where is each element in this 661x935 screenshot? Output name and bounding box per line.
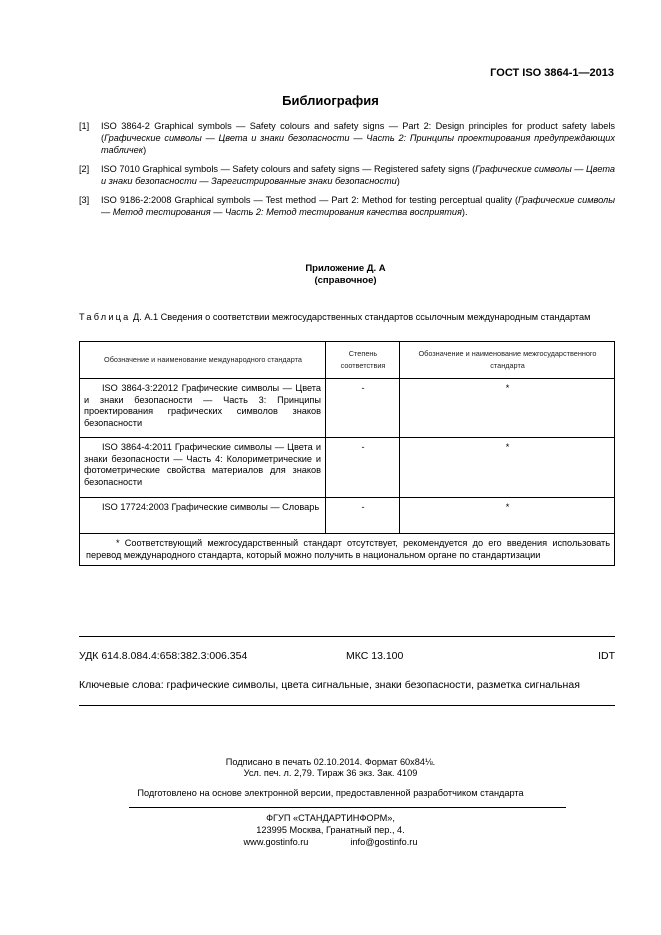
table-caption: Таблица Д. А.1 Сведения о соответствии межгосударственных стандартов ссылочным международным стандартам — [79, 312, 591, 322]
degree-cell: - — [326, 379, 400, 438]
header-international-standard: Обозначение и наименование международного стандарта — [80, 342, 326, 379]
bibliography-item-number: [3] — [79, 195, 90, 205]
mks-code: МКС 13.100 — [346, 650, 404, 662]
idt-mark: IDT — [598, 650, 615, 662]
interstate-standard-cell: * — [400, 379, 615, 438]
table-row — [80, 379, 615, 438]
bibliography-item — [79, 120, 615, 156]
table-header-row — [80, 342, 615, 379]
bibliography-item-number: [2] — [79, 164, 90, 174]
correspondence-table — [79, 341, 615, 566]
publisher-address: 123995 Москва, Гранатный пер., 4. — [256, 825, 405, 835]
header-degree: Степень соответствия — [326, 342, 400, 379]
bibliography-item-number: [1] — [79, 121, 90, 131]
udk-code: УДК 614.8.084.4:658:382.3:006.354 — [79, 650, 248, 662]
interstate-standard-cell: * — [400, 498, 615, 534]
interstate-standard-cell: * — [400, 438, 615, 498]
table-row — [80, 438, 615, 498]
international-standard-cell: ISO 3864-3:22012 Графические символы — Цвета и знаки безопасности — Часть 3: Принципы проектирования графических символов знаков безопасности — [80, 379, 326, 438]
publication-prepared: Подготовлено на основе электронной версии, предоставленной разработчиком стандарта — [137, 788, 524, 798]
appendix-title: Приложение Д. А — [305, 263, 386, 274]
publication-signed: Подписано в печать 02.10.2014. Формат 60x84⅛. — [225, 757, 436, 767]
table-footnote: * Соответствующий межгосударственный стандарт отсутствует, рекомендуется до его введения использовать перевод международного стандарта, который можно получить в национальном органе по стандартизации — [80, 534, 615, 566]
degree-cell: - — [326, 438, 400, 498]
keywords: Ключевые слова: графические символы, цвета сигнальные, знаки безопасности, разметка сигнальная — [79, 679, 580, 691]
divider-top — [79, 636, 615, 637]
bibliography-title: Библиография — [282, 93, 379, 108]
bibliography-item-text: ISO 7010 Graphical symbols — Safety colours and safety signs — Registered safety signs (Графические символы — Цвета и знаки безопасности — Зарегистрированные знаки безопасности) — [101, 164, 615, 186]
bibliography-item-text: ISO 9186-2:2008 Graphical symbols — Test method — Part 2: Method for testing perceptual quality (Графические символы — Метод тестирования — Часть 2: Метод тестирования качества восприятия). — [101, 195, 615, 217]
international-standard-cell: ISO 3864-4:2011 Графические символы — Цвета и знаки безопасности — Часть 4: Колориметрические и фотометрические свойства материалов для знаков безопасности — [80, 438, 326, 498]
bibliography-item — [79, 163, 615, 187]
divider-bottom — [79, 705, 615, 706]
table-footnote-row — [80, 534, 615, 566]
document-code: ГОСТ ISO 3864-1—2013 — [490, 67, 614, 79]
bibliography-item — [79, 194, 615, 218]
bibliography-item-text: ISO 3864-2 Graphical symbols — Safety colours and safety signs — Part 2: Design principles for product safety labels (Графические символы — Цвета и знаки безопасности — Часть 2: Принципы проектирования предупреждающих табличек) — [101, 121, 615, 155]
appendix-heading — [0, 263, 661, 287]
table-row — [80, 498, 615, 534]
publisher-name: ФГУП «СТАНДАРТИНФОРМ», — [266, 813, 395, 823]
header-interstate-standard: Обозначение и наименование межгосударственного стандарта — [400, 342, 615, 379]
degree-cell: - — [326, 498, 400, 534]
publication-divider — [129, 807, 566, 808]
bibliography-list — [79, 120, 615, 225]
publisher-contacts — [0, 837, 661, 848]
publication-print-info: Усл. печ. л. 2,79. Тираж 36 экз. Зак. 4109 — [243, 768, 418, 778]
appendix-subtitle: (справочное) — [314, 275, 377, 286]
publisher-website-link[interactable]: www.gostinfo.ru — [243, 837, 309, 847]
publisher-email-link[interactable]: info@gostinfo.ru — [350, 837, 418, 847]
international-standard-cell: ISO 17724:2003 Графические символы — Словарь — [80, 498, 326, 534]
